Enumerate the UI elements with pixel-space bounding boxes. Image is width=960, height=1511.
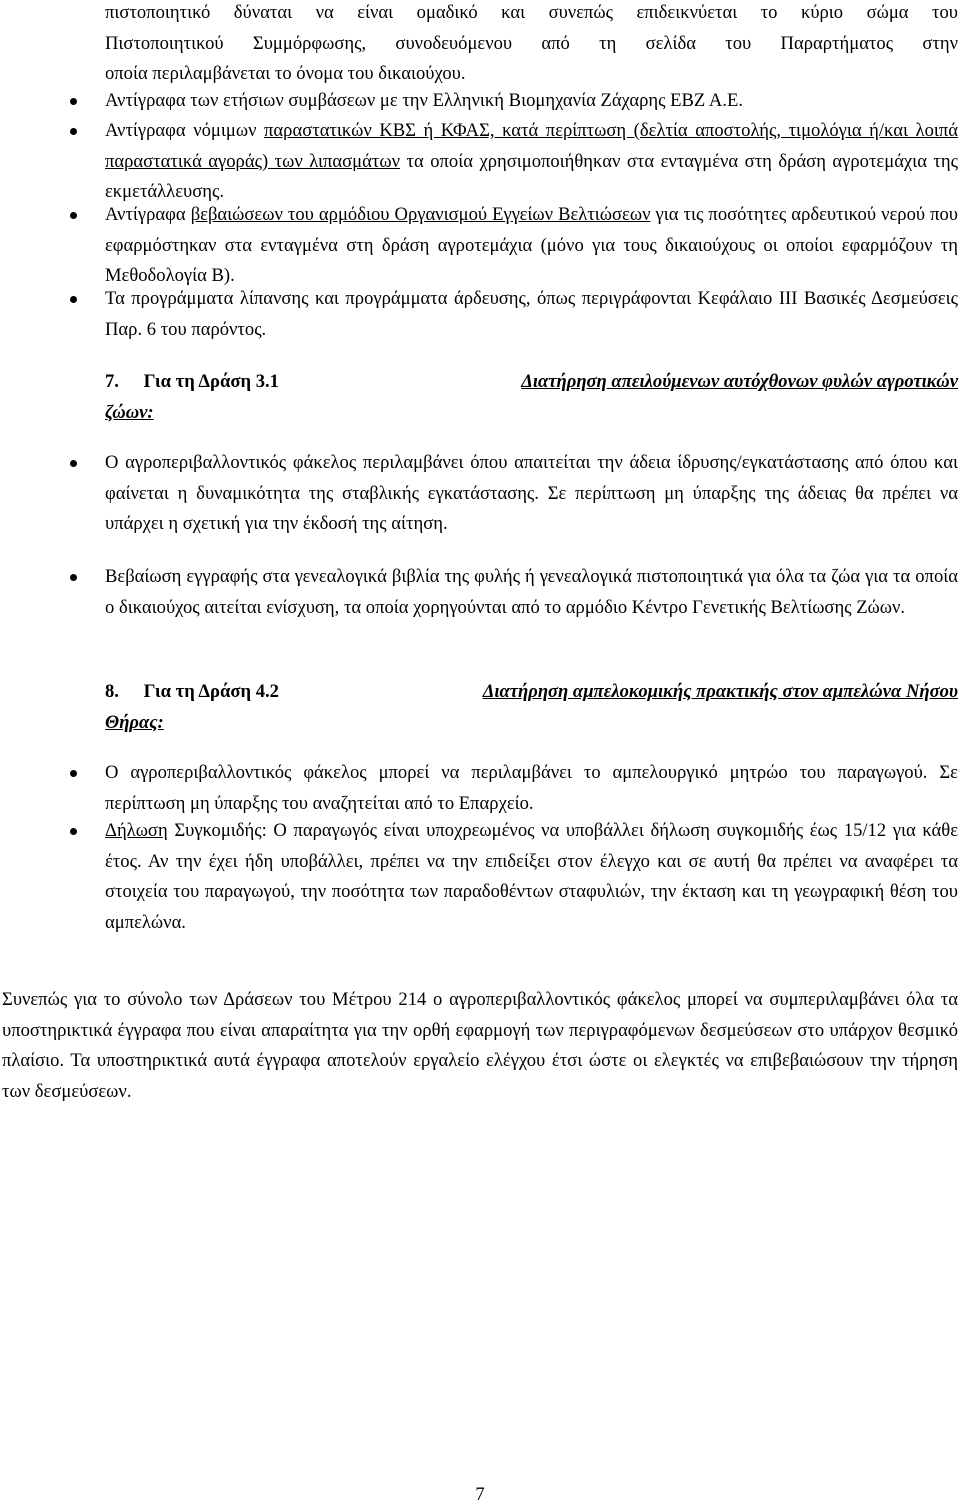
list-item bbox=[105, 816, 958, 938]
list-item-text-underlined: Δήλωση bbox=[105, 820, 168, 841]
bullet-icon bbox=[70, 296, 77, 303]
list-item-text-pre: Αντίγραφα νόμιμων bbox=[105, 120, 265, 141]
section-label: Για τη Δράση 3.1 bbox=[143, 371, 279, 392]
list-item-text: Ο αγροπεριβαλλοντικός φάκελος μπορεί να περιλαμβάνει το αμπελουργικό μητρώο του παραγωγού. Σε περίπτωση μη ύπαρξης του αναζητείται από το Επαρχείο. bbox=[105, 762, 958, 814]
list-item bbox=[105, 86, 958, 117]
top-paragraph bbox=[105, 0, 958, 90]
list-item-text-post: για τις ποσότητες αρδευτικού νερού που εφαρμόστηκαν στα ενταγμένα στη δράση αγροτεμάχια (μόνο για τους δικαιούχους οι οποίοι εφαρμόζουν τη Μεθοδολογία Β). bbox=[105, 204, 959, 286]
section-label: Για τη Δράση 4.2 bbox=[143, 681, 279, 702]
list-item bbox=[105, 448, 958, 540]
list-item-text-post: τα οποία χρησιμοποιήθηκαν στα ενταγμένα στη δράση αγροτεμάχια της εκμετάλλευσης. bbox=[105, 150, 958, 202]
closing-paragraph: Συνεπώς για το σύνολο των Δράσεων του Μέτρου 214 ο αγροπεριβαλλοντικός φάκελος μπορεί να συμπεριλαμβάνει όλα τα υποστηρικτικά έγγραφα που είναι απαραίτητα για την ορθή εφαρμογή των περιγραφόμενων δεσμεύσεων στο υπάρχον θεσμικό πλαίσιο. Τα υποστηρικτικά αυτά έγγραφα αποτελούν εργαλείο ελέγχου έτσι ώστε οι ελεγκτές να επιβεβαιώσουν την τήρηση των δεσμεύσεων. bbox=[2, 989, 958, 1102]
bullet-icon bbox=[70, 828, 77, 835]
bullet-icon bbox=[70, 574, 77, 581]
list-item-text: Τα προγράμματα λίπανσης και προγράμματα άρδευσης, όπως περιγράφονται Κεφάλαιο ΙΙΙ Βασικές Δεσμεύσεις Παρ. 6 του παρόντος. bbox=[105, 288, 958, 340]
list-item bbox=[105, 116, 958, 208]
section-title: Διατήρηση αμπελοκομικής πρακτικής στον αμπελώνα Νήσου bbox=[482, 681, 958, 702]
bullet-icon bbox=[70, 770, 77, 777]
bullet-icon bbox=[70, 98, 77, 105]
list-item bbox=[105, 562, 958, 623]
top-paragraph-line-2: Πιστοποιητικού Συμμόρφωσης, συνοδευόμενου από τη σελίδα του Παραρτήματος στην bbox=[105, 32, 958, 54]
list-item-text-post: Συγκομιδής: Ο παραγωγός είναι υποχρεωμένος να υποβάλλει δήλωση συγκομιδής έως 15/12 για κάθε έτος. Αν την έχει ήδη υποβάλλει, πρέπει να την επιδείξει στον έλεγχο και σε αυτή θα πρέπει να αναφέρει τα στοιχεία του παραγωγού, την ποσότητα των παραδοθέντων σταφυλιών, την έκταση και τη γεωγραφική θέση του αμπελώνα. bbox=[105, 820, 958, 933]
list-item bbox=[105, 758, 958, 819]
bullet-icon bbox=[70, 212, 77, 219]
section-number: 8. bbox=[105, 681, 119, 702]
section-8-heading bbox=[105, 677, 958, 738]
list-item-text: Βεβαίωση εγγραφής στα γενεαλογικά βιβλία της φυλής ή γενεαλογικά πιστοποιητικά για όλα τα ζώα για τα οποία ο δικαιούχος αιτείται ενίσχυση, τα οποία χορηγούνται από το αρμόδιο Κέντρο Γενετικής Βελτίωσης Ζώων. bbox=[105, 566, 958, 618]
list-item-text: Ο αγροπεριβαλλοντικός φάκελος περιλαμβάνει όπου απαιτείται την άδεια ίδρυσης/εγκατάστασης από όπου και φαίνεται η δυναμικότητα της σταβλικής εγκατάστασης. Σε περίπτωση μη ύπαρξης της άδειας θα πρέπει να υπάρχει η σχετική για την έκδοσή της αίτηση. bbox=[105, 452, 958, 534]
list-item bbox=[105, 200, 958, 292]
bullet-icon bbox=[70, 128, 77, 135]
list-item-text-underlined: βεβαιώσεων του αρμόδιου Οργανισμού Εγγείων Βελτιώσεων bbox=[190, 204, 651, 225]
section-7-heading bbox=[105, 367, 958, 428]
section-title-cont: ζώων: bbox=[105, 401, 154, 423]
section-title: Διατήρηση απειλούμενων αυτόχθονων φυλών αγροτικών bbox=[521, 371, 958, 392]
top-paragraph-line-3: οποία περιλαμβάνεται το όνομα του δικαιούχου. bbox=[105, 63, 466, 84]
list-item-text: Αντίγραφα των ετήσιων συμβάσεων με την Ελληνική Βιομηχανία Ζάχαρης ΕΒΖ Α.Ε. bbox=[105, 90, 743, 111]
list-item-text-underlined: παραστατικών ΚΒΣ ή ΚΦΑΣ, κατά περίπτωση (δελτία αποστολής, τιμολόγια ή/και λοιπά παραστατικά αγοράς) των λιπασμάτων bbox=[105, 120, 958, 172]
bullet-icon bbox=[70, 460, 77, 467]
list-item-text-pre: Αντίγραφα bbox=[105, 204, 191, 225]
top-paragraph-line-1: πιστοποιητικό δύναται να είναι ομαδικό και συνεπώς επιδεικνύεται το κύριο σώμα του bbox=[105, 2, 958, 23]
section-number: 7. bbox=[105, 371, 119, 392]
section-title-cont: Θήρας: bbox=[105, 711, 164, 733]
page-number: 7 bbox=[475, 1484, 485, 1505]
list-item bbox=[105, 284, 958, 345]
